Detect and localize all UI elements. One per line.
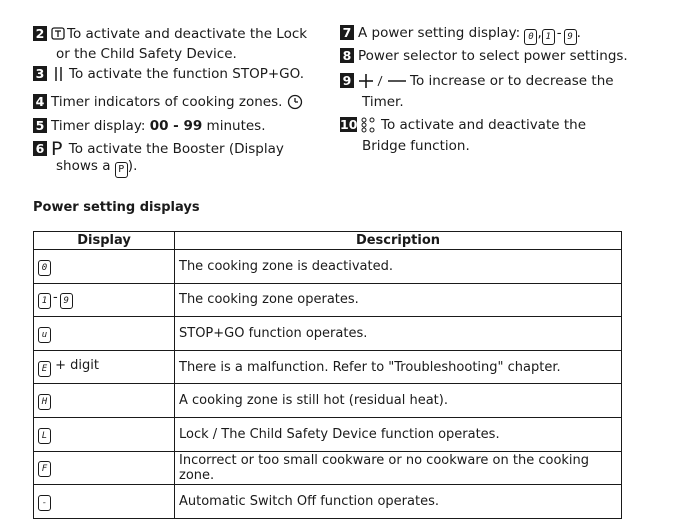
- description-cell: A cooking zone is still hot (residual heat).: [175, 384, 622, 418]
- item-text-line: Timer.: [362, 94, 404, 110]
- legend-item-8: [340, 48, 628, 65]
- power-settings-table: [33, 231, 622, 519]
- item-number: 9: [340, 73, 354, 88]
- table-row: [34, 485, 622, 519]
- lcd-digit: u: [38, 327, 51, 343]
- item-text-prefix: A power setting display:: [358, 25, 525, 41]
- description-cell: Lock / The Child Safety Device function operates.: [175, 417, 622, 451]
- lcd-digit: H: [38, 394, 51, 410]
- legend-item-7: [340, 25, 581, 45]
- bridge-icon: [361, 117, 379, 138]
- display-cell: [34, 283, 175, 317]
- legend-item-5: [33, 118, 266, 135]
- section-title: Power setting displays: [33, 200, 200, 215]
- legend-item-9: [340, 73, 614, 111]
- description-cell: There is a malfunction. Refer to "Troubleshooting" chapter.: [175, 350, 622, 384]
- display-extra: + digit: [55, 357, 99, 373]
- display-cell: [34, 350, 175, 384]
- item-text-line: or the Child Safety Device.: [56, 46, 237, 62]
- lcd-digit: 9: [564, 29, 577, 45]
- lcd-digit: 9: [60, 293, 73, 309]
- lcd-digit: 0: [524, 29, 537, 45]
- description-cell: Automatic Switch Off function operates.: [175, 485, 622, 519]
- display-cell: [34, 417, 175, 451]
- lcd-p-icon: P: [115, 162, 128, 178]
- lcd-digit: 1: [38, 293, 51, 309]
- separator: -: [556, 25, 562, 41]
- display-cell: [34, 317, 175, 351]
- item-text-tail: ).: [127, 158, 138, 174]
- item-number: 10: [340, 117, 358, 132]
- lcd-digit: E: [38, 361, 51, 377]
- legend-item-2: [33, 26, 307, 63]
- legend-item-3: [33, 66, 304, 87]
- item-text-line: Timer indicators of cooking zones.: [51, 94, 283, 110]
- legend-item-4: [33, 94, 305, 115]
- item-text-line: To activate the Booster (Display: [68, 141, 284, 157]
- table-row: [34, 317, 622, 351]
- item-text-line: To activate the function STOP+GO.: [69, 66, 305, 82]
- description-cell: The cooking zone is deactivated.: [175, 250, 622, 284]
- item-number: 3: [33, 66, 47, 81]
- lcd-digit: F: [38, 461, 51, 477]
- table-header-row: [34, 232, 622, 250]
- item-number: 4: [33, 94, 47, 109]
- table-header-description: Description: [175, 232, 622, 250]
- lcd-digit: -: [38, 495, 51, 511]
- item-text-end: .: [576, 25, 581, 41]
- table-row: [34, 384, 622, 418]
- item-text-prefix: Timer display:: [51, 118, 150, 134]
- booster-p-icon: P: [51, 138, 63, 160]
- table-row: [34, 250, 622, 284]
- separator: ,: [537, 25, 542, 41]
- description-cell: STOP+GO function operates.: [175, 317, 622, 351]
- item-text-line: To activate and deactivate the Lock: [67, 26, 308, 42]
- lcd-digit: 0: [38, 260, 51, 276]
- display-cell: [34, 384, 175, 418]
- item-text-line: To increase or to decrease the: [410, 73, 614, 89]
- description-cell: The cooking zone operates.: [175, 283, 622, 317]
- item-text-bold: 00 - 99: [149, 118, 203, 134]
- table-row: [34, 451, 622, 485]
- table-row: [34, 350, 622, 384]
- item-number: 8: [340, 48, 354, 63]
- key-lock-icon: [51, 26, 65, 46]
- plus-minus-icon: [358, 73, 408, 94]
- display-cell: [34, 250, 175, 284]
- item-text-suffix: minutes.: [202, 118, 266, 134]
- item-number: 6: [33, 141, 47, 156]
- table-row: [34, 283, 622, 317]
- item-text-line: To activate and deactivate the: [381, 117, 587, 133]
- item-text-line: shows a: [56, 158, 111, 174]
- table-row: [34, 417, 622, 451]
- pause-icon: [51, 66, 67, 87]
- legend-item-6: [33, 138, 284, 178]
- lcd-digit: L: [38, 428, 51, 444]
- display-cell: [34, 485, 175, 519]
- lcd-digit: 1: [542, 29, 555, 45]
- clock-icon: [287, 94, 303, 115]
- item-text-line: Power selector to select power settings.: [358, 48, 628, 64]
- display-cell: [34, 451, 175, 485]
- item-number: 2: [33, 26, 47, 41]
- item-number: 7: [340, 25, 354, 40]
- description-cell: Incorrect or too small cookware or no cookware on the cooking zone.: [175, 451, 622, 485]
- item-number: 5: [33, 118, 47, 133]
- item-text-line: Bridge function.: [362, 138, 470, 154]
- table-header-display: Display: [34, 232, 175, 250]
- separator: -: [53, 290, 58, 306]
- legend-item-10: [340, 117, 586, 155]
